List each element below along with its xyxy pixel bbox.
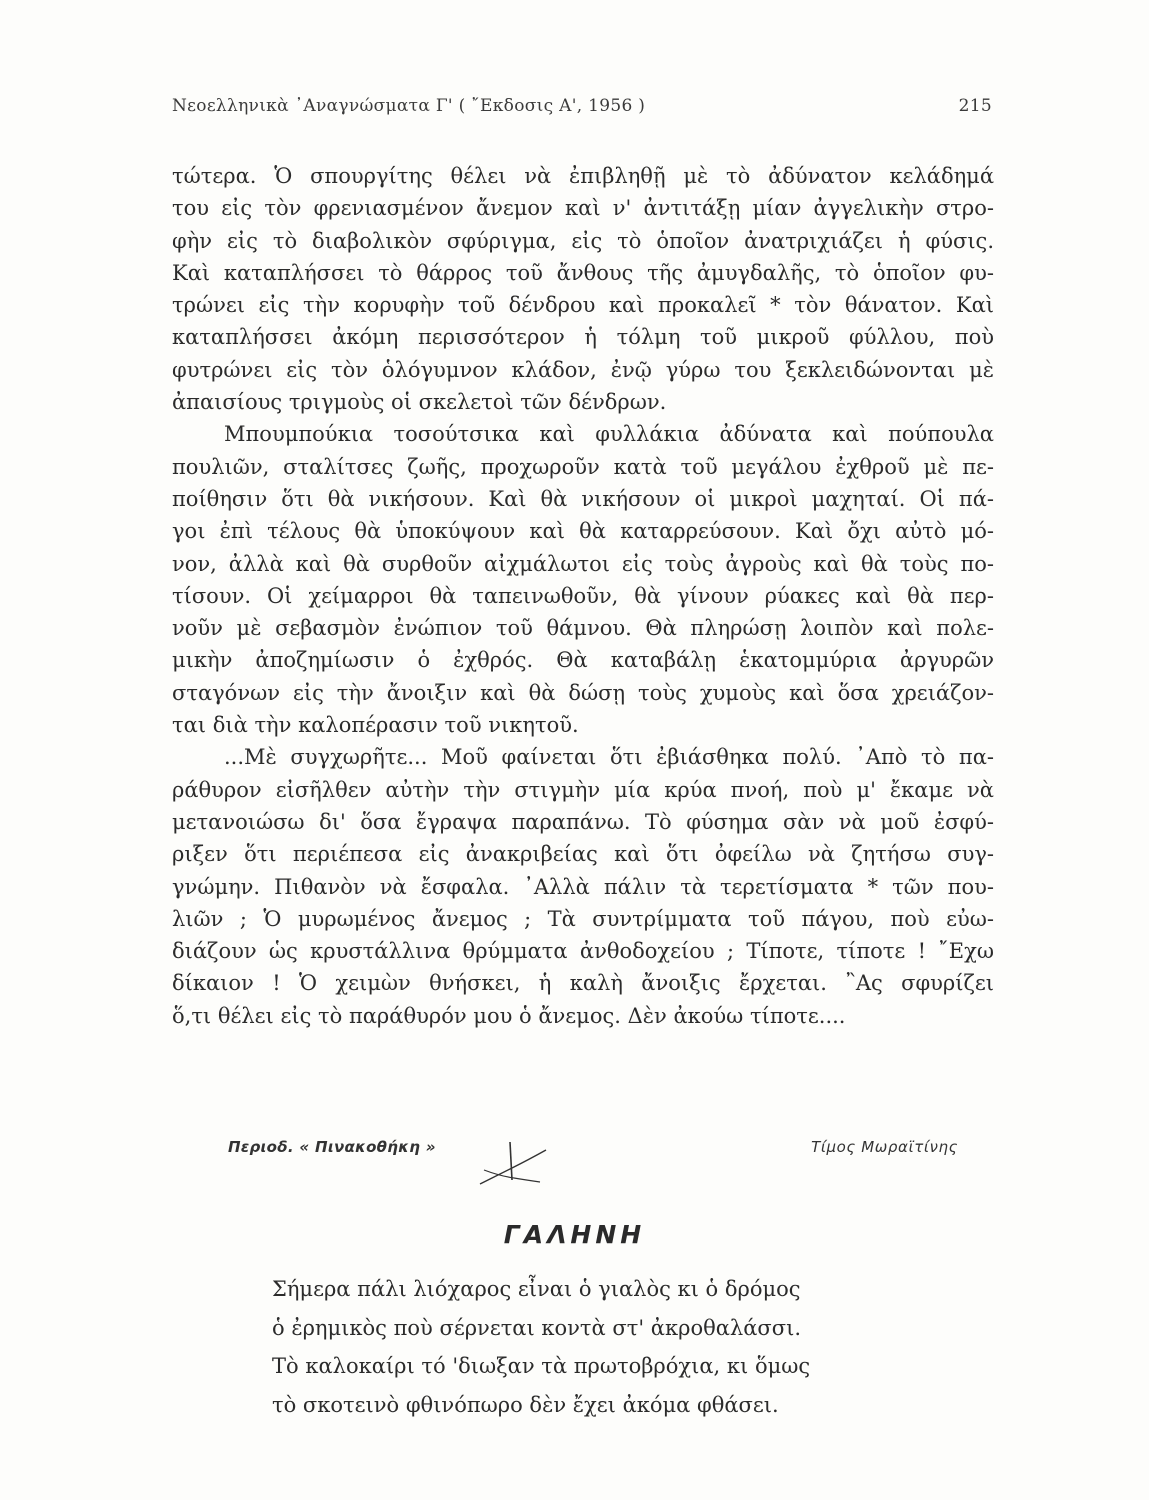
text-line: ται διὰ τὴν καλοπέρασιν τοῦ νικητοῦ.	[172, 713, 579, 738]
text-line: τώτερα. Ὁ σπουργίτης θέλει νὰ ἐπιβληθῇ μὲ τὸ ἀδύνατον κελάδημά	[172, 164, 994, 188]
poem-line: ὁ ἐρημικὸς ποὺ σέρνεται κοντὰ στ' ἀκροθαλάσσι.	[272, 1315, 801, 1340]
text-line: Μπουμπούκια τοσούτσικα καὶ φυλλάκια ἀδύνατα καὶ πούπουλα	[224, 422, 994, 447]
text-line: ἀπαισίους τριγμοὺς οἱ σκελετοὶ τῶν δένδρων.	[172, 390, 667, 415]
prose-body	[172, 160, 994, 1032]
text-line: φυτρώνει εἰς τὸν ὁλόγυμνον κλάδον, ἐνῷ γύρω του ξεκλειδώνονται μὲ	[172, 357, 994, 382]
poem-title: ΓΑΛΗΝΗ	[503, 1220, 646, 1249]
text-line: ...Μὲ συγχωρῆτε... Μοῦ φαίνεται ὅτι ἐβιάσθηκα πολύ. ᾿Απὸ τὸ πα-	[224, 745, 994, 770]
text-line: ποίθησιν ὅτι θὰ νικήσουν. Καὶ θὰ νικήσουν οἱ μικροὶ μαχηταί. Οἱ πά-	[172, 486, 994, 511]
text-line: μικὴν ἀποζημίωσιν ὁ ἐχθρός. Θὰ καταβάλῃ ἑκατομμύρια ἀργυρῶν	[172, 648, 994, 673]
text-line: σταγόνων εἰς τὴν ἄνοιξιν καὶ θὰ δώσῃ τοὺς χυμοὺς καὶ ὅσα χρειάζον-	[172, 680, 994, 705]
text-line: ριξεν ὅτι περιέπεσα εἰς ἀνακριβείας καὶ ὅτι ὀφείλω νὰ ζητήσω συγ-	[172, 842, 994, 867]
running-title: Νεοελληνικὰ ᾿Αναγνώσματα Γ' ( ῎Εκδοσις Α', 1956 )	[172, 96, 646, 116]
poem-line: Τὸ καλοκαίρι τό 'διωξαν τὰ πρωτοβρόχια, κι ὅμως	[272, 1354, 811, 1378]
text-line: φὴν εἰς τὸ διαβολικὸν σφύριγμα, εἰς τὸ ὁποῖον ἀνατριχιάζει ἡ φύσις.	[172, 228, 994, 253]
running-header	[172, 96, 992, 126]
page-number: 215	[958, 96, 992, 116]
text-line: διάζουν ὡς κρυστάλλινα θρύμματα ἀνθοδοχείου ; Τίποτε, τίποτε ! ῎Εχω	[172, 939, 994, 964]
poem-stanza	[272, 1270, 912, 1424]
text-line: λιῶν ; Ὁ μυρωμένος ἄνεμος ; Τὰ συντρίμματα τοῦ πάγου, ποὺ εὐω-	[172, 906, 994, 931]
separator-ornament	[470, 1140, 550, 1190]
text-line: γοι ἐπὶ τέλους θὰ ὑποκύψουν καὶ θὰ καταρρεύσουν. Καὶ ὄχι αὐτὸ μό-	[172, 519, 994, 544]
poem-line: τὸ σκοτεινὸ φθινόπωρο δὲν ἔχει ἀκόμα φθάσει.	[272, 1392, 779, 1417]
text-line: καταπλήσσει ἀκόμη περισσότερον ἡ τόλμη τοῦ μικροῦ φύλλου, ποὺ	[172, 325, 994, 350]
attribution-row	[228, 1136, 958, 1166]
poem-line: Σήμερα πάλι λιόχαρος εἶναι ὁ γιαλὸς κι ὁ δρόμος	[272, 1277, 801, 1301]
author-name: Τίμος Μωραϊτίνης	[811, 1138, 958, 1156]
source-citation: Περιοδ. « Πινακοθήκη »	[228, 1138, 436, 1156]
text-line: μετανοιώσω δι' ὅσα ἔγραψα παραπάνω. Τὸ φύσημα σὰν νὰ μοῦ ἐσφύ-	[172, 809, 994, 834]
text-line: Καὶ καταπλήσσει τὸ θάρρος τοῦ ἄνθους τῆς ἀμυγδαλῆς, τὸ ὁποῖον φυ-	[172, 260, 994, 285]
text-line: τίσουν. Οἱ χείμαρροι θὰ ταπεινωθοῦν, θὰ γίνουν ρύακες καὶ θὰ περ-	[172, 583, 994, 608]
text-line: του εἰς τὸν φρενιασμένον ἄνεμον καὶ ν' ἀντιτάξῃ μίαν ἀγγελικὴν στρο-	[172, 196, 994, 221]
text-line: δίκαιον ! Ὁ χειμὼν θνήσκει, ἡ καλὴ ἄνοιξις ἔρχεται. ῍Ας σφυρίζει	[172, 971, 994, 996]
text-line: ράθυρον εἰσῆλθεν αὐτὴν τὴν στιγμὴν μία κρύα πνοή, ποὺ μ' ἔκαμε νὰ	[172, 777, 994, 802]
text-line: πουλιῶν, σταλίτσες ζωῆς, προχωροῦν κατὰ τοῦ μεγάλου ἐχθροῦ μὲ πε-	[172, 454, 994, 479]
text-line: νον, ἀλλὰ καὶ θὰ συρθοῦν αἰχμάλωτοι εἰς τοὺς ἀγροὺς καὶ θὰ τοὺς πο-	[172, 551, 994, 576]
text-line: νοῦν μὲ σεβασμὸν ἐνώπιον τοῦ θάμνου. Θὰ πληρώσῃ λοιπὸν καὶ πολε-	[172, 616, 994, 641]
text-line: γνώμην. Πιθανὸν νὰ ἔσφαλα. ᾿Αλλὰ πάλιν τὰ τερετίσματα * τῶν που-	[172, 874, 994, 899]
text-line: τρώνει εἰς τὴν κορυφὴν τοῦ δένδρου καὶ προκαλεῖ * τὸν θάνατον. Καὶ	[172, 293, 994, 318]
text-line: ὅ,τι θέλει εἰς τὸ παράθυρόν μου ὁ ἄνεμος. Δὲν ἀκούω τίποτε....	[172, 1003, 846, 1028]
